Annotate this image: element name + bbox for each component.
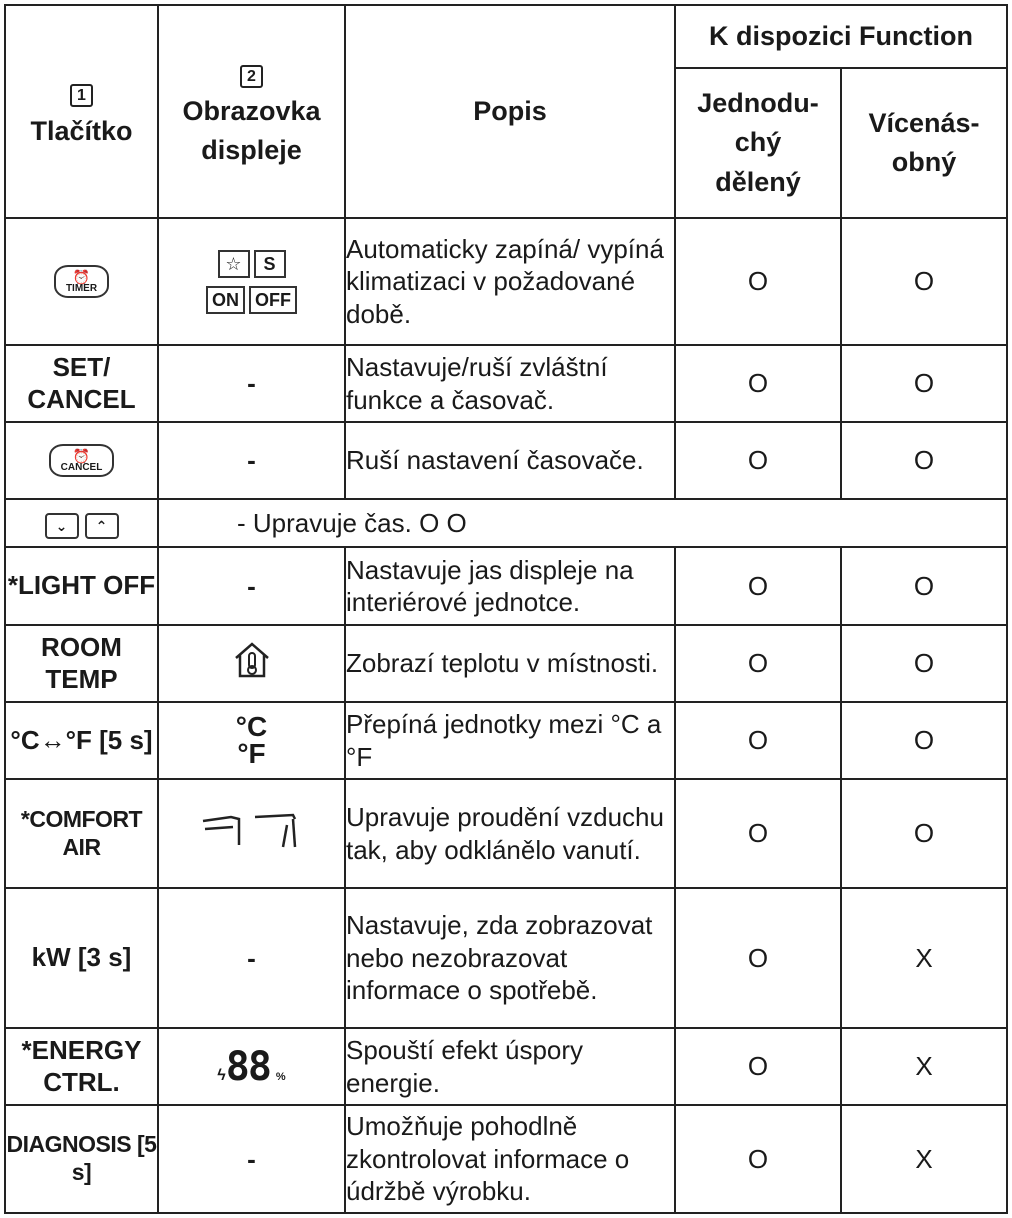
table-row (5, 345, 1007, 422)
header-multi-split-line-2: obný (891, 147, 957, 177)
header-availability-group: K dispozici Function (675, 5, 1007, 68)
display-dash: - (158, 1105, 345, 1213)
table-row (5, 422, 1007, 499)
multi-split-mark: O (841, 218, 1007, 345)
header-multi-split-line-1: Vícenás- (868, 107, 980, 138)
multi-split-mark: O (841, 547, 1007, 625)
header-single-split (675, 68, 841, 218)
comfort-air-vane-icon (197, 805, 307, 855)
table-row (5, 218, 1007, 345)
single-split-mark: O (675, 1028, 841, 1105)
header-row-top (5, 5, 1007, 68)
single-split-mark: O (675, 218, 841, 345)
button-label: kW [3 s] (5, 888, 158, 1028)
off-indicator: OFF (249, 286, 297, 314)
multi-split-mark: X (841, 888, 1007, 1028)
multi-split-mark: O (841, 345, 1007, 422)
row-description: Ruší nastavení časovače. (345, 422, 675, 499)
table-row (5, 499, 1007, 547)
row-description: Nastavuje, zda zobrazovat nebo nezobrazovat informace o spotřebě. (345, 888, 675, 1028)
unit-display-cell (158, 702, 345, 779)
single-split-mark: O (675, 888, 841, 1028)
row-description: Nastavuje jas displeje na interiérové jednotce. (345, 547, 675, 625)
energy-bolt-icon: ϟ (217, 1066, 226, 1084)
multi-split-mark: X (841, 1028, 1007, 1105)
table-row (5, 625, 1007, 702)
single-split-mark: O (675, 422, 841, 499)
energy-segment-display-icon (217, 1044, 285, 1090)
timer-button-cell (5, 218, 158, 345)
alarm-clock-icon: ⏰ (72, 447, 91, 464)
table-row (5, 888, 1007, 1028)
header-display (158, 5, 345, 218)
button-label: DIAGNOSIS [5 s] (5, 1105, 158, 1213)
button-label: ROOM TEMP (5, 625, 158, 702)
timer-button-icon (54, 265, 109, 298)
row-description: Umožňuje pohodlně zkontrolovat informace o údržbě výrobku. (345, 1105, 675, 1213)
single-split-mark: O (675, 345, 841, 422)
merged-description-text: - Upravuje čas. O O (237, 507, 467, 538)
row-description: Nastavuje/ruší zvláštní funkce a časovač. (345, 345, 675, 422)
header-button-label: Tlačítko (30, 115, 133, 146)
chevron-down-icon: ⌄ (45, 513, 79, 539)
row-description: Upravuje proudění vzduchu tak, aby odklánělo vanutí. (345, 779, 675, 888)
time-adjust-buttons-cell (5, 499, 158, 547)
header-display-label-1: Obrazovka (182, 95, 321, 126)
header-single-split-line-2: chý (734, 127, 782, 158)
multi-split-mark: O (841, 702, 1007, 779)
sleep-icon: S (254, 250, 286, 278)
energy-display-cell (158, 1028, 345, 1105)
chevron-up-icon: ⌃ (85, 513, 119, 539)
single-split-mark: O (675, 779, 841, 888)
alarm-clock-icon: ⏰ (72, 268, 91, 285)
row-description: Automaticky zapíná/ vypíná klimatizaci v požadované době. (345, 218, 675, 345)
button-label: *ENERGY CTRL. (5, 1028, 158, 1105)
single-split-mark: O (675, 625, 841, 702)
merged-description (158, 499, 1007, 547)
table-row (5, 547, 1007, 625)
button-label: SET/ CANCEL (5, 345, 158, 422)
single-split-mark: O (675, 1105, 841, 1213)
row-description: Zobrazí teplotu v místnosti. (345, 625, 675, 702)
button-label: *LIGHT OFF (5, 547, 158, 625)
unit-display (159, 710, 344, 769)
on-indicator: ON (206, 286, 245, 314)
comfort-air-display-cell (158, 779, 345, 888)
percent-label: % (275, 1070, 286, 1083)
display-dash: - (158, 888, 345, 1028)
header-single-split-line-3: dělený (715, 166, 801, 197)
button-label: *COMFORT AIR (5, 779, 158, 888)
timer-display-cell (158, 218, 345, 345)
row-description: Spouští efekt úspory energie. (345, 1028, 675, 1105)
header-description: Popis (345, 5, 675, 218)
table-row (5, 779, 1007, 888)
header-display-label-2: displeje (201, 135, 302, 166)
multi-split-mark: O (841, 422, 1007, 499)
header-multi-split (841, 68, 1007, 218)
function-table (4, 4, 1008, 1214)
header-single-split-line-1: Jednodu- (697, 88, 819, 119)
room-temperature-display-cell (158, 625, 345, 702)
display-dash: - (158, 547, 345, 625)
table-row (5, 1028, 1007, 1105)
star-icon: ☆ (218, 250, 250, 278)
header-button (5, 5, 158, 218)
multi-split-mark: O (841, 779, 1007, 888)
display-dash: - (158, 345, 345, 422)
segment-digits: 88 (225, 1043, 270, 1090)
table-row (5, 702, 1007, 779)
row-description: Přepíná jednotky mezi °C a °F (345, 702, 675, 779)
cancel-timer-button-cell (5, 422, 158, 499)
fahrenheit-label: °F (237, 737, 266, 769)
table-row (5, 1105, 1007, 1213)
multi-split-mark: X (841, 1105, 1007, 1213)
display-dash: - (158, 422, 345, 499)
celsius-label: °C (235, 710, 268, 742)
timer-button-label: TIMER (65, 282, 98, 294)
room-temperature-icon (232, 640, 272, 680)
single-split-mark: O (675, 547, 841, 625)
multi-split-mark: O (841, 625, 1007, 702)
header-display-number: 2 (240, 65, 263, 88)
cancel-timer-button-icon (49, 444, 115, 477)
header-button-number: 1 (70, 84, 93, 107)
button-label: °C↔°F [5 s] (5, 702, 158, 779)
single-split-mark: O (675, 702, 841, 779)
cancel-button-label: CANCEL (60, 461, 103, 473)
